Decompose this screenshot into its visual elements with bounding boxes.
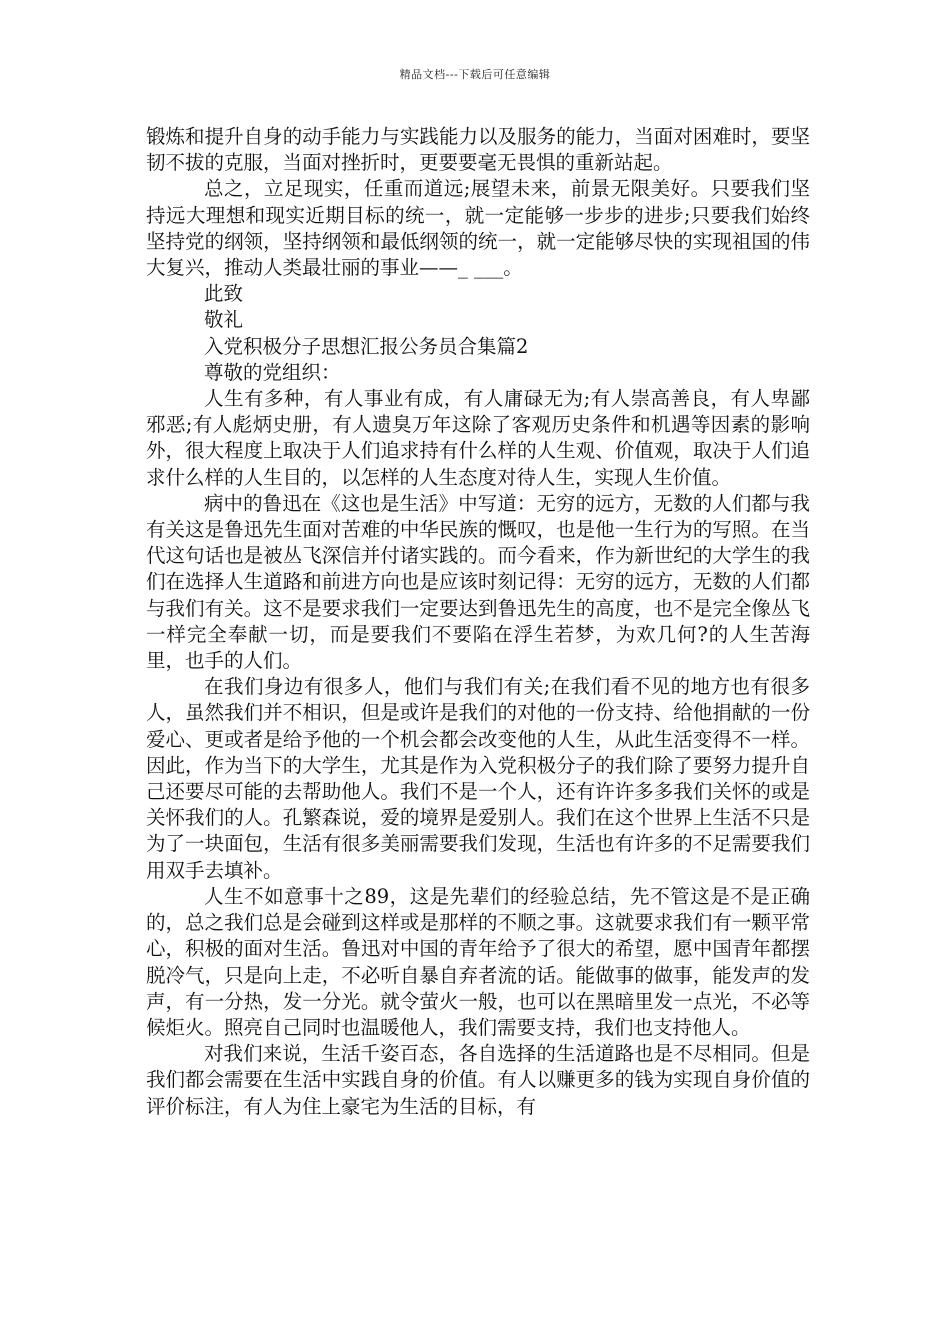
paragraph: 对我们来说，生活千姿百态，各自选择的生活道路也是不尽相同。但是我们都会需要在生活中实践自身的价值。有人以赚更多的钱为实现自身价值的评价标注，有人为住上豪宅为生活的目标，有 <box>146 1042 810 1118</box>
document-body <box>146 124 810 1120</box>
closing-regards: 敬礼 <box>204 308 244 332</box>
paragraph: 人生有多种，有人事业有成，有人庸碌无为;有人崇高善良，有人卑鄙邪恶;有人彪炳史册，有人遗臭万年这除了客观历史条件和机遇等因素的影响外，很大程度上取决于人们追求持有什么样的人生观、价值观，取决于人们追求什么样的人生目的，以怎样的人生态度对待人生，实现人生价值。 <box>146 387 810 489</box>
paragraph: 在我们身边有很多人，他们与我们有关;在我们看不见的地方也有很多人，虽然我们并不相识，但是或许是我们的对他的一份支持、给他捐献的一份爱心、更或者是给予他的一个机会都会改变他的人生，从此生活变得不一样。因此，作为当下的大学生，尤其是作为入党积极分子的我们除了要努力提升自己还要尽可能的去帮助他人。我们不是一个人，还有许许多多我们关怀的或是关怀我们的人。孔繁森说，爱的境界是爱别人。我们在这个世界上生活不只是为了一块面包，生活有很多美丽需要我们发现，生活也有许多的不足需要我们用双手去填补。 <box>146 675 810 882</box>
salutation: 尊敬的党组织： <box>204 360 341 384</box>
section-title: 入党积极分子思想汇报公务员合集篇2 <box>204 334 529 358</box>
closing-salutation: 此致 <box>204 282 244 306</box>
page-header: 精品文档---下载后可任意编辑 <box>399 68 551 81</box>
paragraph: 锻炼和提升自身的动手能力与实践能力以及服务的能力，当面对困难时，要坚韧不拔的克服，当面对挫折时，更要要毫无畏惧的重新站起。 <box>146 125 810 175</box>
paragraph: 总之，立足现实，任重而道远;展望未来，前景无限美好。只要我们坚持远大理想和现实近期目标的统一，就一定能够一步步的进步;只要我们始终坚持党的纲领，坚持纲领和最低纲领的统一，就一定能够尽快的实现祖国的伟大复兴，推动人类最壮丽的事业——_ ___。 <box>146 177 810 280</box>
paragraph: 人生不如意事十之89，这是先辈们的经验总结，先不管这是不是正确的，总之我们总是会碰到这样或是那样的不顺之事。这就要求我们有一颗平常心，积极的面对生活。鲁迅对中国的青年给予了很大的希望，愿中国青年都摆脱冷气，只是向上走，不必听自暴自弃者流的话。能做事的做事，能发声的发声，有一分热，发一分光。就令萤火一般，也可以在黑暗里发一点光，不必等候炬火。照亮自己同时也温暖他人，我们需要支持，我们也支持他人。 <box>146 884 810 1039</box>
paragraph: 病中的鲁迅在《这也是生活》中写道：无穷的远方，无数的人们都与我有关这是鲁迅先生面对苦难的中华民族的慨叹，也是他一生行为的写照。在当代这句话也是被丛飞深信并付诸实践的。而今看来，作为新世纪的大学生的我们在选择人生道路和前进方向也是应该时刻记得：无穷的远方，无数的人们都与我们有关。这不是要求我们一定要达到鲁迅先生的高度，也不是完全像丛飞一样完全奉献一切，而是要我们不要陷在浮生若梦，为欢几何?的人生苦海里，也手的人们。 <box>146 491 810 673</box>
